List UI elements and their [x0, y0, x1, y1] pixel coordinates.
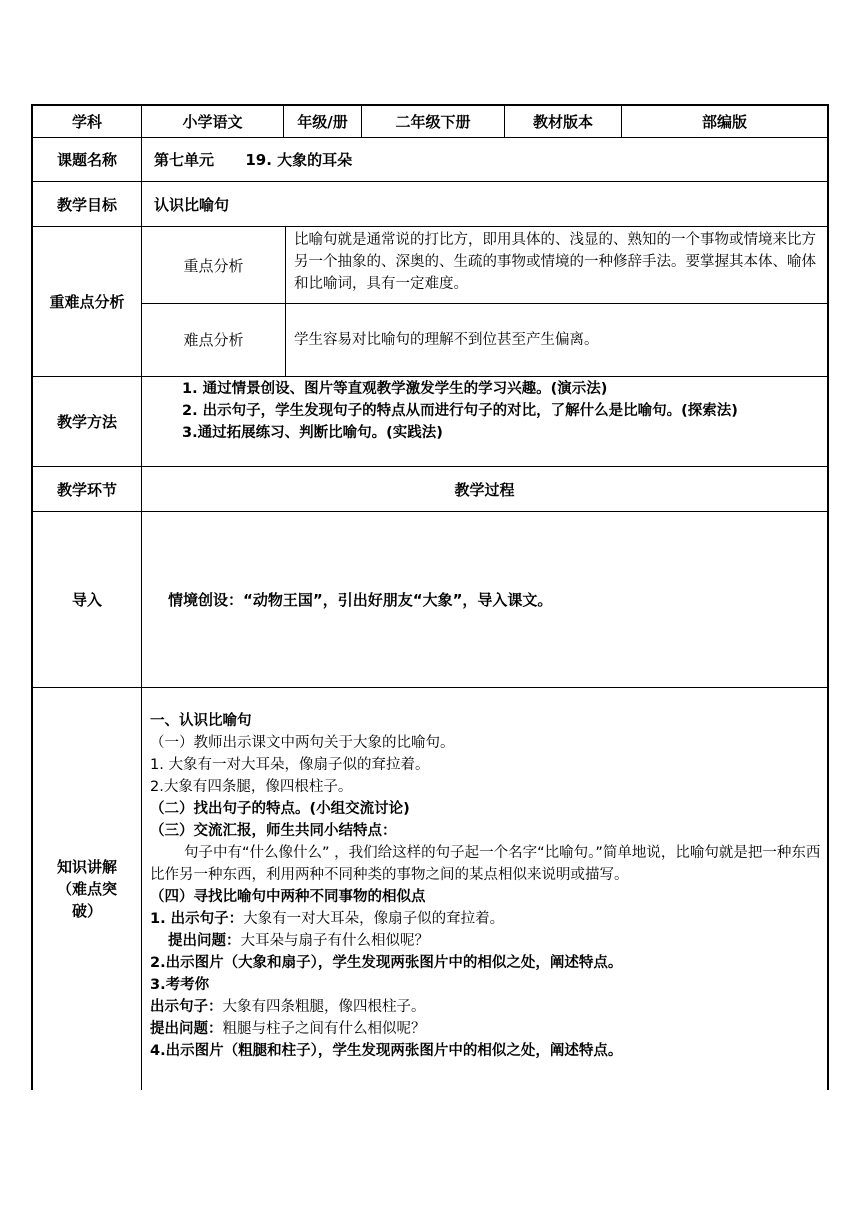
knowledge-line: （二）找出句子的特点。(小组交流讨论) — [150, 801, 410, 817]
difficulty-row — [31, 226, 829, 376]
goal-row — [31, 181, 829, 226]
knowledge-inline-text: 粗腿与柱子之间有什么相似呢？ — [222, 1021, 426, 1037]
knowledge-label-line-2: （难点突 — [56, 880, 117, 898]
goal-value: 认识比喻句 — [141, 182, 827, 226]
goal-label: 教学目标 — [56, 195, 117, 214]
key-analysis-text: 比喻句就是通常说的打比方，即用具体的、浅显的、熟知的一个事物或情境来比方另一个抽象的、深奥的、生疏的事物或情境的一种修辞手法。要掌握其本体、喻体和比喻词，具有一定难度。 — [285, 227, 827, 303]
process-row — [31, 466, 829, 511]
knowledge-line: （一）教师出示课文中两句关于大象的比喻句。 — [150, 735, 455, 751]
method-content — [141, 377, 827, 466]
difficulty-label: 重难点分析 — [49, 293, 125, 311]
knowledge-line: 1. 大象有一对大耳朵，像扇子似的耷拉着。 — [150, 757, 430, 773]
knowledge-line: 4.出示图片（粗腿和柱子），学生发现两张图片中的相似之处，阐述特点。 — [150, 1043, 623, 1059]
knowledge-content — [141, 688, 827, 1090]
knowledge-line — [150, 930, 821, 952]
knowledge-inline-text: 大耳朵与扇子有什么相似呢？ — [240, 933, 429, 949]
knowledge-paragraph: 句子中有“什么像什么” ，我们给这样的句子起一个名字“比喻句。”简单地说，比喻句就是把一种东西比作另一种东西，利用两种不同种类的事物之间的某点相似来说明或描写。 — [150, 845, 821, 883]
topic-value: 第七单元 19. 大象的耳朵 — [141, 138, 827, 181]
knowledge-line — [150, 996, 821, 1018]
knowledge-line — [150, 908, 821, 930]
intro-row — [31, 511, 829, 687]
knowledge-label-inline: 提出问题： — [168, 933, 241, 949]
method-row — [31, 376, 829, 466]
knowledge-inline-text: 大象有一对大耳朵，像扇子似的耷拉着。 — [243, 911, 505, 927]
intro-label: 导入 — [71, 591, 102, 609]
knowledge-line: （四）寻找比喻句中两种不同事物的相似点 — [150, 889, 426, 905]
grade-value: 二年级下册 — [361, 106, 504, 137]
hard-analysis-text: 学生容易对比喻句的理解不到位甚至产生偏离。 — [285, 303, 827, 376]
header-row — [31, 104, 829, 137]
edition-label: 教材版本 — [504, 106, 621, 137]
method-item-3: 3.通过拓展练习、判断比喻句。(实践法) — [182, 425, 443, 441]
knowledge-inline-text: 大象有四条粗腿，像四根柱子。 — [222, 999, 426, 1015]
intro-text: 情境创设：“动物王国”，引出好朋友“大象”，导入课文。 — [141, 512, 827, 687]
knowledge-line — [150, 1018, 821, 1040]
edition-value: 部编版 — [621, 106, 827, 137]
knowledge-label — [33, 688, 141, 1090]
process-value: 教学过程 — [141, 467, 827, 511]
subject-value: 小学语文 — [141, 106, 283, 137]
hard-analysis-label: 难点分析 — [141, 303, 285, 376]
knowledge-line: 3.考考你 — [150, 977, 210, 993]
grade-label: 年级/册 — [283, 106, 361, 137]
process-label: 教学环节 — [56, 480, 117, 499]
key-analysis-label: 重点分析 — [141, 227, 285, 303]
method-label: 教学方法 — [56, 413, 117, 431]
knowledge-row — [31, 687, 829, 1090]
knowledge-label-inline: 提出问题： — [150, 1021, 223, 1037]
topic-label: 课题名称 — [56, 151, 117, 169]
method-item-2: 2. 出示句子，学生发现句子的特点从而进行句子的对比，了解什么是比喻句。(探索法) — [182, 403, 738, 419]
knowledge-heading: 一、认识比喻句 — [150, 713, 252, 729]
knowledge-label-line-1: 知识讲解 — [56, 858, 117, 876]
knowledge-line: 2.大象有四条腿，像四根柱子。 — [150, 779, 353, 795]
knowledge-label-line-3: 破） — [71, 902, 102, 920]
method-item-1: 1. 通过情景创设、图片等直观教学激发学生的学习兴趣。(演示法) — [182, 381, 608, 397]
knowledge-line: （三）交流汇报，师生共同小结特点： — [150, 823, 397, 839]
knowledge-label-inline: 1. 出示句子： — [150, 911, 244, 927]
topic-row — [31, 137, 829, 181]
knowledge-label-inline: 出示句子： — [150, 999, 223, 1015]
subject-label: 学科 — [71, 113, 102, 131]
knowledge-line: 2.出示图片（大象和扇子），学生发现两张图片中的相似之处，阐述特点。 — [150, 955, 623, 971]
